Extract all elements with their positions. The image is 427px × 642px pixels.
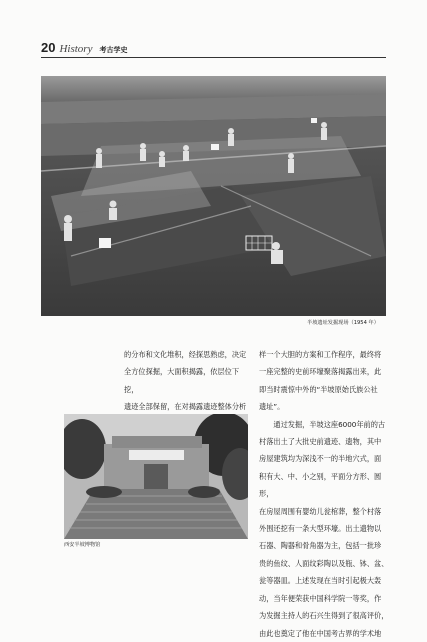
text-line: 遗址”。 [259, 402, 285, 412]
text-line: 由此也奠定了他在中国考古界的学术地 [259, 628, 382, 638]
text-line: 瓮等器皿。上述发现在当时引起极大轰 [259, 576, 382, 586]
text-line: 石器、陶器和骨角器为主，包括一批珍 [259, 541, 382, 551]
running-header [41, 40, 127, 56]
text-line: 在房屋周围有婴幼儿瓮棺葬，整个村落 [259, 506, 382, 516]
text-line: 贵的鱼纹、人面纹彩陶以及瓶、钵、盆、 [259, 558, 389, 568]
page-number: 20 [41, 40, 56, 55]
text-line: 动，当年便荣获中国科学院一等奖，作 [259, 593, 382, 603]
section-title: History [59, 43, 93, 55]
museum-caption: 西安半坡博物馆 [64, 542, 101, 548]
text-line: 房屋建筑均为深浅不一的半地穴式，面 [259, 454, 382, 464]
subsection-title: 考古学史 [99, 46, 128, 54]
excavation-caption: 半坡遗址发掘现场（1954 年） [307, 320, 379, 326]
text-line: 样一个大胆的方案和工作程序，最终将 [259, 350, 382, 359]
museum-photo [64, 414, 248, 539]
text-line: 外围还挖有一条大型环壕。出土遗物以 [259, 524, 382, 534]
text-line: 即当时震惊中外的“半坡原始氏族公社 [259, 384, 378, 394]
excavation-photo [41, 76, 386, 316]
text-line: 为发掘主持人的石兴生得到了很高评价， [259, 611, 389, 621]
text-line: 全方位探掘，大面积揭露，依层位下挖， [124, 367, 240, 394]
text-line: 通过发掘，半坡这座6000年前的古 [273, 419, 386, 429]
text-line: 一座完整的史前环壕聚落揭露出来，此 [259, 367, 382, 377]
text-line: 的分布和文化堆积，经探思熟虑，决定 [124, 350, 247, 359]
text-line: 积有大、中、小之别，平面分方形、圆形， [259, 471, 382, 499]
text-line: 遗迹全部保留，在对揭露遗迹整体分析 [124, 402, 247, 412]
header-rule [41, 57, 386, 58]
text-line: 村落出土了大批史前遗迹、遗物，其中 [259, 437, 382, 447]
right-column-text [259, 346, 389, 642]
